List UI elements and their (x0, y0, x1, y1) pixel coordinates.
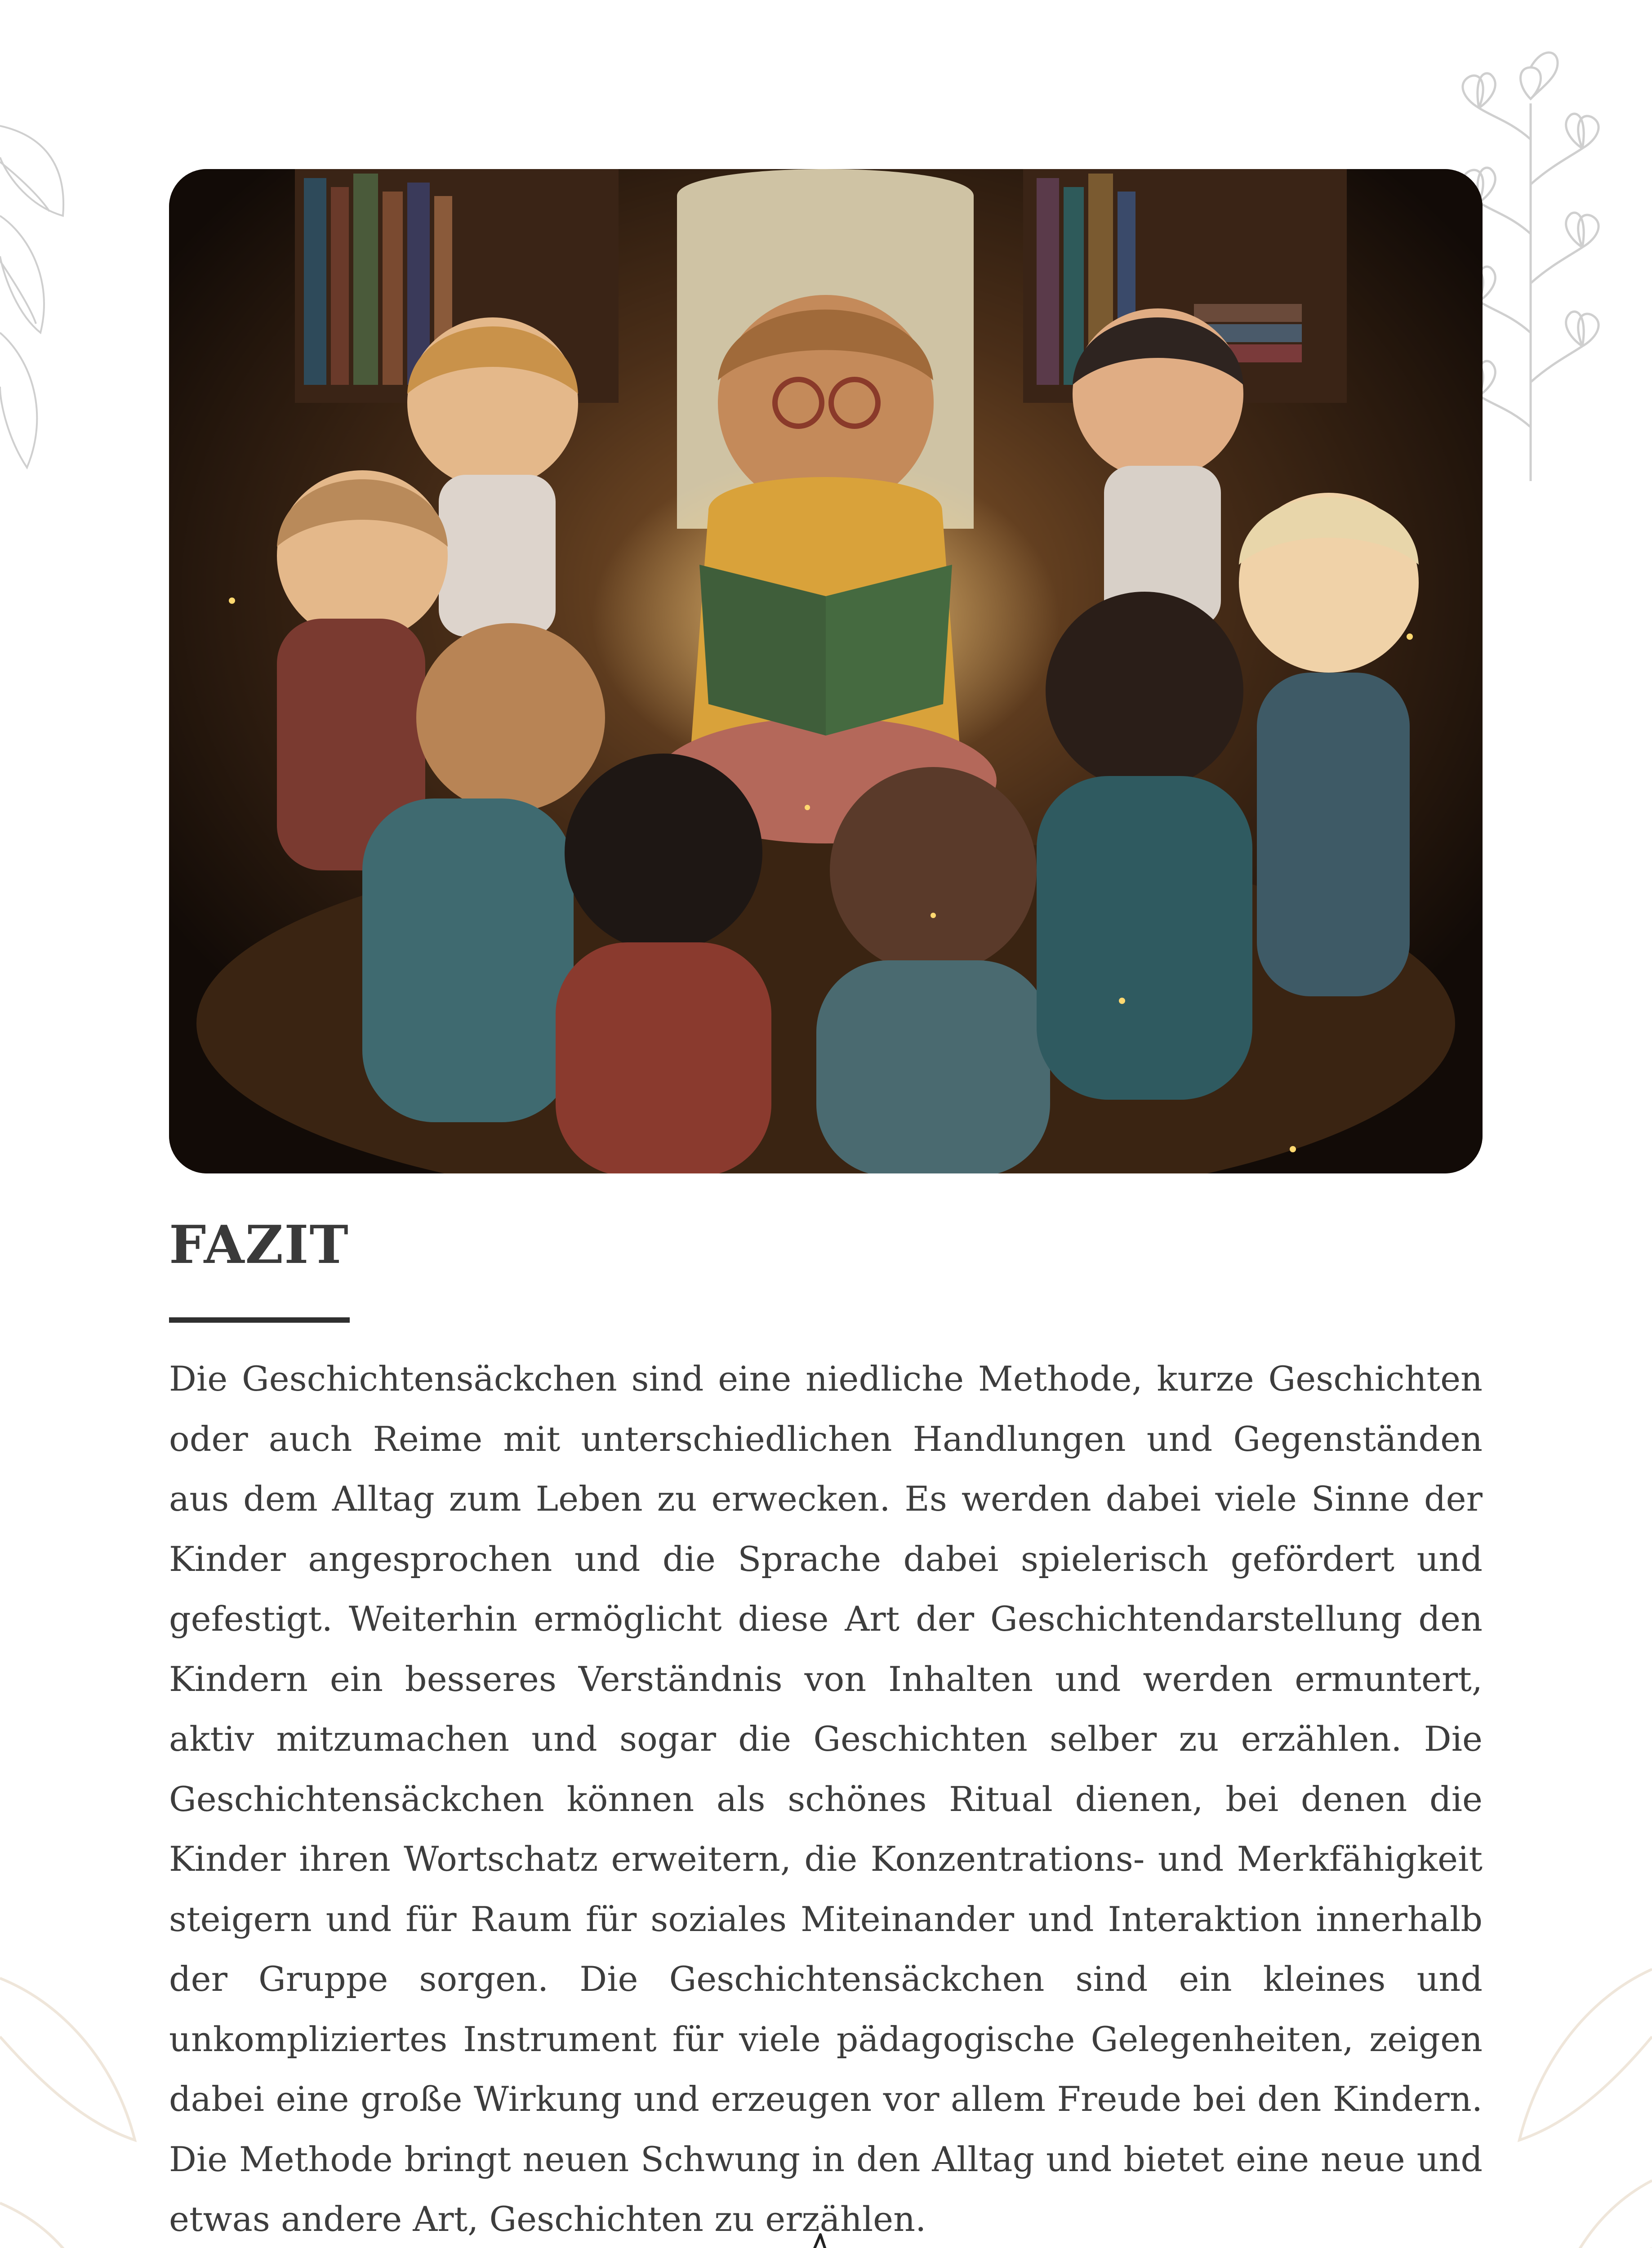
star-outline-icon (746, 2226, 899, 2248)
body-paragraph: Die Geschichtensäckchen sind eine niedliche Methode, kurze Geschichten oder auch Reime mit unterschiedlichen Handlungen und Gegenständen aus dem Alltag zum Leben zu erwecken. Es werden dabei viele Sinne der Kinder angesprochen und die Sprache dabei spielerisch gefördert und gefestigt. Weiterhin ermöglicht diese Art der Geschichtendarstellung den Kindern ein besseres Verständnis von Inhalten und werden ermuntert, aktiv mitzumachen und sogar die Geschichten selber zu erzählen. Die Geschichtensäckchen können als schönes Ritual dienen, bei denen die Kinder ihren Wortschatz erweitern, die Konzentrations- und Merkfähigkeit steigern und für Raum für soziales Miteinander und Interaktion innerhalb der Gruppe sorgen. Die Geschichtensäckchen sind ein kleines und unkompliziertes Instrument für viele pädagogische Gelegenheiten, zeigen dabei eine große Wirkung und erzeugen vor allem Freude bei den Kindern. Die Methode bringt neuen Schwung in den Alltag und bietet eine neue und etwas andere Art, Geschichten zu erzählen. (169, 1359, 1483, 2239)
leaf-outline-icon (0, 45, 76, 540)
illustration-children-reading (169, 169, 1483, 1173)
heading-underline (169, 1317, 350, 1323)
section-heading: FAZIT (169, 1214, 349, 1276)
